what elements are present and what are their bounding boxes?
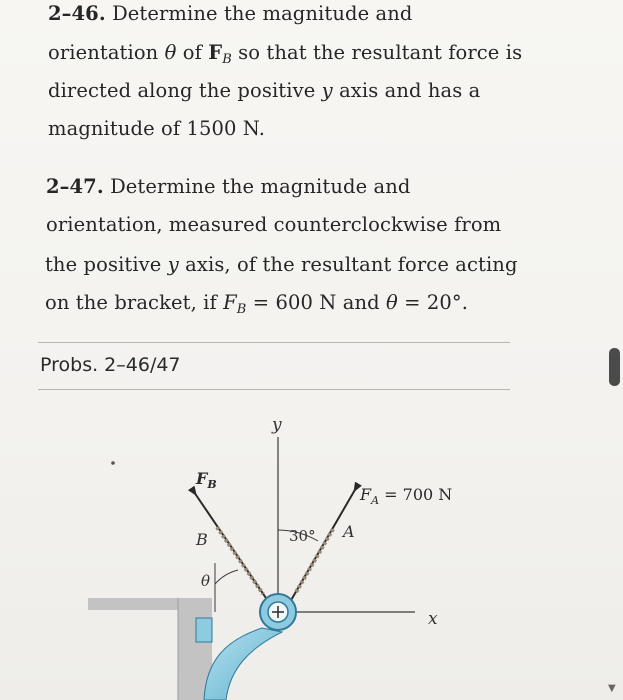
- y-axis-label: y: [272, 415, 282, 435]
- bracket-arm: [204, 628, 282, 700]
- p247-text1: Determine the magnitude and: [110, 175, 411, 198]
- corner-arrow-icon: ▼: [608, 683, 616, 694]
- p246-text3a: directed along the positive: [48, 79, 322, 102]
- p247-B-sub: B: [236, 302, 247, 317]
- p247-y: y: [167, 253, 179, 276]
- scroll-handle[interactable]: [609, 348, 620, 386]
- fa-cable: [290, 488, 356, 602]
- p247-text3b: axis, of the resultant force acting: [178, 253, 518, 276]
- p246-y: y: [321, 79, 333, 102]
- p246-text3b: axis and has a: [332, 79, 481, 102]
- x-axis-label: x: [428, 609, 438, 629]
- speck: [111, 461, 115, 465]
- p246-text1: Determine the magnitude and: [112, 2, 413, 25]
- bracket-base: [196, 618, 212, 642]
- angle-30-label: 30°: [289, 527, 316, 545]
- p246-theta: θ: [164, 41, 177, 64]
- support-top: [88, 598, 190, 610]
- p246-text2b: of: [176, 41, 209, 64]
- p247-text4b: = 600 N and: [246, 291, 387, 314]
- p246-text2a: orientation: [48, 41, 165, 64]
- p246-number: 2–46.: [48, 2, 106, 25]
- p247-text4c: = 20°.: [397, 291, 469, 314]
- angle-theta-label: θ: [201, 572, 211, 590]
- point-b-label: B: [196, 530, 208, 549]
- p247-theta: θ: [386, 291, 398, 314]
- p246-text4: magnitude of 1500 N.: [48, 117, 266, 140]
- p247-text2: orientation, measured counterclockwise from: [46, 213, 502, 236]
- p247-text4a: on the bracket, if: [45, 291, 224, 314]
- fb-label: $F_B$: [196, 469, 217, 491]
- p247-F: F: [223, 291, 237, 314]
- fa-label: $F_A = 700$ N: [360, 485, 453, 507]
- p246-text2c: so that the resultant force is: [231, 41, 523, 64]
- p246-F: F: [208, 41, 223, 64]
- point-a-label: A: [343, 522, 355, 541]
- probs-label: Probs. 2–46/47: [40, 354, 181, 376]
- p247-text3a: the positive: [45, 253, 168, 276]
- p246-B-sub: B: [222, 52, 232, 67]
- p247-number: 2–47.: [46, 175, 104, 198]
- arc-theta: [215, 570, 238, 584]
